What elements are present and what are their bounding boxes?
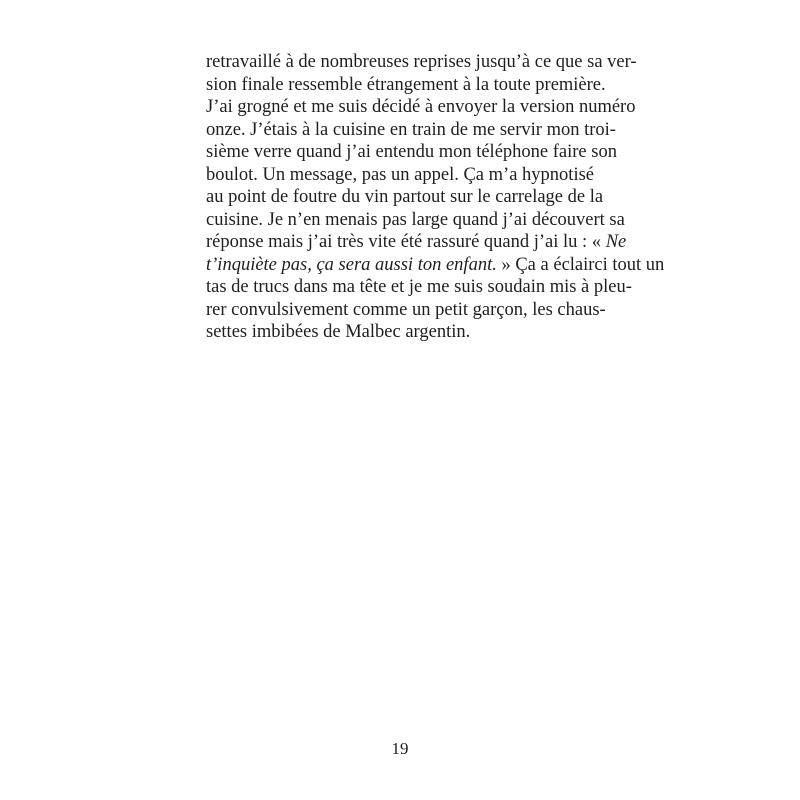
- text-line-2: sion finale ressemble étrangement à la toute première.: [206, 74, 606, 95]
- text-line-8: cuisine. Je n’en menais pas large quand j’ai découvert sa: [206, 209, 625, 230]
- text-line-9-italic: Ne: [605, 232, 627, 252]
- text-line-13: settes imbibées de Malbec argentin.: [206, 322, 471, 342]
- text-line-10-italic: t’inquiète pas, ça sera aussi ton enfant.: [206, 254, 497, 275]
- text-line-12: rer convulsivement comme un petit garçon, les chaus-: [206, 299, 606, 320]
- text-line-7: au point de foutre du vin partout sur le carrelage de la: [206, 187, 604, 207]
- text-line-9-roman: réponse mais j’ai très vite été rassuré quand j’ai lu : «: [206, 232, 606, 252]
- body-paragraph: [206, 51, 665, 344]
- text-line-9: [206, 231, 627, 254]
- text-line-10: [206, 254, 665, 277]
- text-line-6: boulot. Un message, pas un appel. Ça m’a hypnotisé: [206, 164, 594, 185]
- text-line-3: J’ai grogné et me suis décidé à envoyer la version numéro: [206, 97, 636, 117]
- page-number: 19: [391, 739, 409, 758]
- text-line-1: retravaillé à de nombreuses reprises jusqu’à ce que sa ver-: [206, 52, 637, 72]
- text-line-10-roman: » Ça a éclairci tout un: [496, 254, 665, 275]
- text-line-4: onze. J’étais à la cuisine en train de me servir mon troi-: [206, 119, 616, 140]
- text-line-5: sième verre quand j’ai entendu mon téléphone faire son: [206, 142, 617, 162]
- text-line-11: tas de trucs dans ma tête et je me suis soudain mis à pleu-: [206, 277, 632, 297]
